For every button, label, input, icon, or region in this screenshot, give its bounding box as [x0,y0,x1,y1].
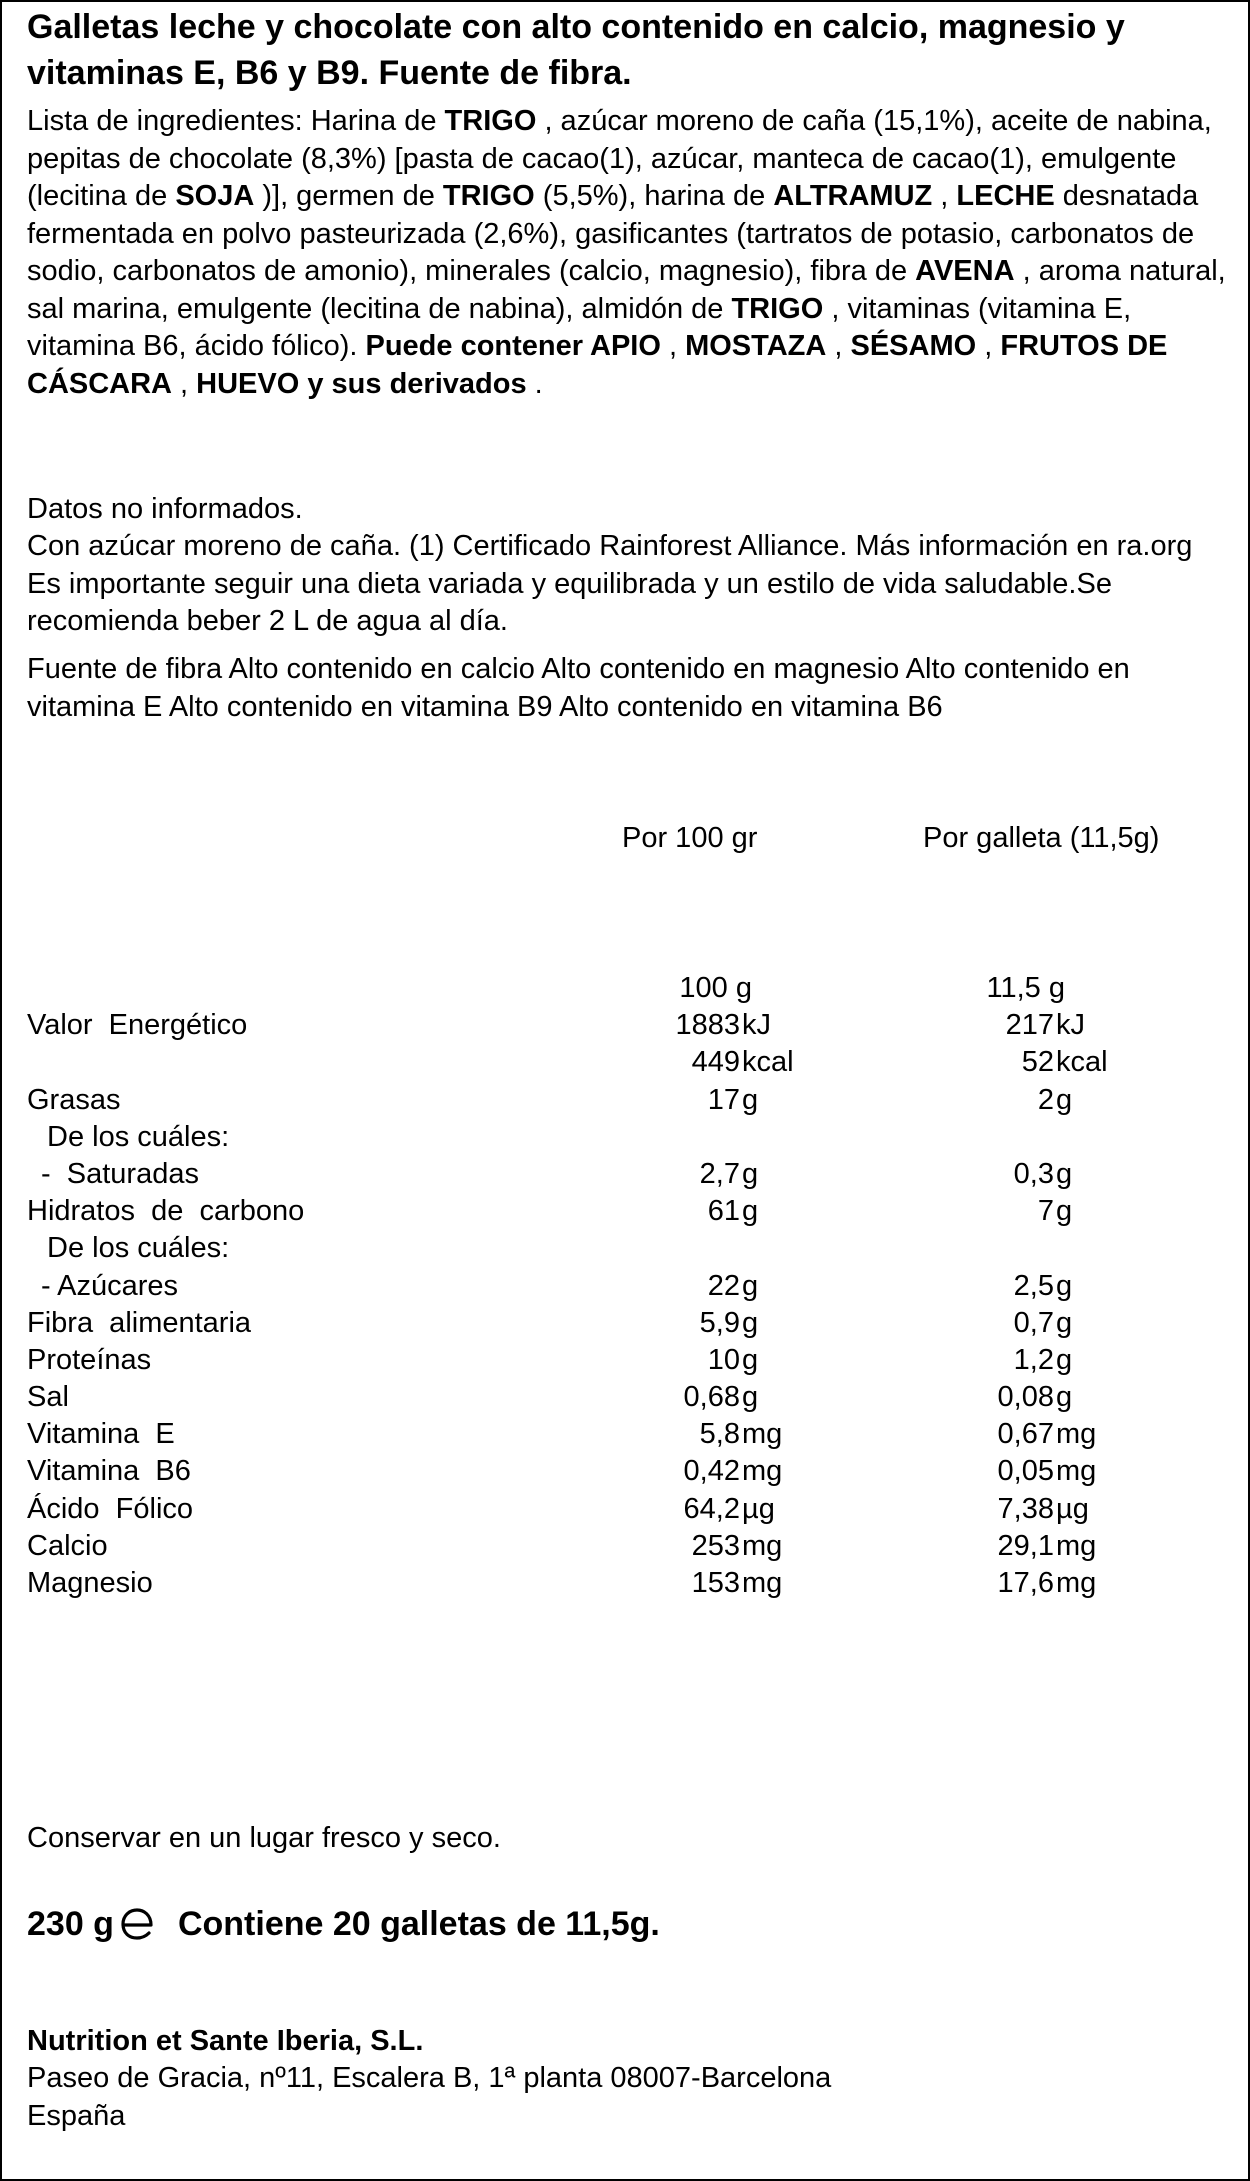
per-100g-unit: g [742,1157,759,1190]
per-cookie-value: 2 [1037,1083,1054,1116]
nutrition-row [2,1007,1248,1044]
ingredient-text: )], germen de [254,180,443,212]
per-cookie-value: 7,38 [997,1492,1054,1525]
per-100g-unit: mg [742,1567,783,1599]
per-100g-unit: mg [742,1455,783,1488]
nutrient-label: Hidratos de carbono [27,1195,305,1228]
ingredient-allergen: TRIGO [731,292,824,325]
sugar-certification-note: Con azúcar moreno de caña. (1) Certificado Rainforest Alliance. Más información en ra.org Es importante seguir una dieta variada y equilibrada y un estilo de vida saludable.Se recomienda beber 2 L de agua al día. [27,530,1193,637]
per-cookie-value: 0,7 [1013,1306,1054,1339]
per-cookie-unit: mg [1056,1455,1097,1488]
ingredient-allergen: FRUTOS DE CÁSCARA [27,330,1168,400]
nutrition-row [2,1565,1248,1602]
net-weight: 230 g [27,1905,114,1943]
ingredient-allergen: ALTRAMUZ [773,180,933,212]
per-100g-unit: kcal [742,1046,794,1079]
company-address [27,2060,831,2135]
nutrition-row [2,1305,1248,1342]
ingredient-allergen: TRIGO [442,180,535,212]
per-100g-value: 0,68 [683,1381,740,1414]
data-not-informed-note: Datos no informados. [27,493,303,525]
ingredient-allergen: AVENA [915,255,1015,287]
per-100g-value: 253 [691,1529,740,1562]
ingredient-text: . [526,367,543,400]
per-cookie-unit: g [1056,1381,1073,1414]
nutrient-label: Valor Energético [27,1009,248,1042]
estimated-sign-icon [118,1907,156,1941]
ingredient-text: , [172,367,197,400]
per-cookie-value: 7 [1037,1195,1054,1228]
per-cookie-unit: g [1056,1343,1073,1376]
per-100g-unit: g [742,1306,759,1339]
per-100g-unit: mg [742,1529,783,1562]
nutrition-row [2,1491,1248,1528]
ingredient-text: , [826,330,851,362]
product-title: Galletas leche y chocolate con alto contenido en calcio, magnesio y vitaminas E, B6 y B9. Fuente de fibra. [27,8,1125,92]
nutrition-claims: Fuente de fibra Alto contenido en calcio Alto contenido en magnesio Alto contenido en vitamina E Alto contenido en vitamina B9 Alto contenido en vitamina B6 [27,653,1130,723]
per-cookie-value: 29,1 [997,1529,1054,1562]
per-cookie-unit: mg [1056,1567,1097,1599]
per-100g-value: 2,7 [699,1157,740,1190]
per-cookie-value: 217 [1005,1009,1054,1042]
per-100g-unit: µg [742,1492,775,1525]
nutrition-row [2,1193,1248,1230]
per-cookie-unit: mg [1056,1529,1097,1562]
per-100g-unit: mg [742,1418,783,1451]
per-cookie-value: 0,3 [1013,1157,1054,1190]
per-100g-value: 17 [707,1083,740,1116]
content-count: Contiene 20 galletas de 11,5g. [177,1905,660,1943]
per-cookie-value: 2,5 [1013,1269,1054,1302]
per-100g-value: 0,42 [683,1455,740,1488]
nutrient-label: Grasas [27,1083,121,1116]
nutrition-row [2,1379,1248,1416]
ingredient-allergen: TRIGO [444,105,537,137]
ingredient-text: , vitaminas (vitamina E, vitamina B6, ácido fólico). [27,292,1132,362]
per-100g-unit: g [742,1083,759,1116]
per-100g-unit: g [742,1381,759,1414]
ingredient-allergen: LECHE [956,180,1055,212]
ingredient-allergen: HUEVO y sus derivados [196,367,527,400]
per-cookie-unit: kcal [1056,1046,1108,1079]
nutrient-label: Proteínas [27,1343,152,1376]
ingredient-text: (5,5%), harina de [534,180,774,212]
nutrition-table [2,970,1248,1602]
nutrient-label: De los cuáles: [47,1232,230,1265]
nutrition-row [2,1528,1248,1565]
ingredient-allergen: Puede contener APIO [365,330,661,362]
per-cookie-value: 0,08 [997,1381,1054,1414]
per-cookie-unit: g [1056,1269,1073,1302]
per-100g-value: 5,9 [699,1306,740,1339]
ingredient-allergen: MOSTAZA [685,330,827,362]
nutrient-label: Sal [27,1381,69,1414]
nutrition-row [2,1453,1248,1490]
per-cookie-unit: mg [1056,1418,1097,1451]
nutrient-label: Vitamina E [27,1418,175,1451]
nutrition-row [2,970,1248,1007]
nutrition-row [2,1044,1248,1081]
nutrition-row [2,1230,1248,1267]
per-cookie-unit: g [1056,1157,1073,1190]
ingredient-text: , aroma natural, sal marina, emulgente (lecitina de nabina), almidón de [27,255,1226,325]
ingredient-text: , [976,330,1001,362]
nutrition-row [2,1342,1248,1379]
ingredient-text: , [932,180,957,212]
per-cookie-value: 11,5 g [986,972,1065,1004]
nutrition-row [2,1119,1248,1156]
nutrition-row [2,1416,1248,1453]
per-100g-unit: g [742,1343,759,1376]
per-cookie-unit: kJ [1056,1009,1085,1042]
nutrient-label: Vitamina B6 [27,1455,191,1488]
per-100g-value: 61 [707,1195,740,1228]
nutrient-label: - Azúcares [41,1269,178,1302]
ingredient-text: , [660,330,686,362]
nutrient-label: - Saturadas [41,1157,199,1190]
per-cookie-value: 17,6 [997,1567,1054,1599]
per-100g-value: 10 [707,1343,740,1376]
per-cookie-unit: g [1056,1083,1073,1116]
nutrient-label: Fibra alimentaria [27,1306,252,1339]
per-cookie-value: 1,2 [1013,1343,1054,1376]
per-cookie-unit: g [1056,1306,1073,1339]
per-100g-value: 1883 [675,1009,740,1042]
per-cookie-unit: µg [1056,1492,1089,1525]
per-100g-unit: kJ [742,1009,771,1042]
nutrient-label: Magnesio [27,1567,153,1599]
ingredient-allergen: SOJA [175,180,255,212]
ingredient-text: desnatada fermentada en polvo pasteurizada (2,6%), gasificantes (tartratos de potasio, carbonatos de sodio, carbonatos de amonio), minerales (calcio, magnesio), fibra de [27,180,1199,287]
nutrient-label: Calcio [27,1529,108,1562]
per-100g-value: 100 g [679,972,752,1004]
nutrition-row [2,1268,1248,1305]
per-100g-value: 449 [691,1046,740,1079]
per-cookie-value: 0,67 [997,1418,1054,1451]
per-cookie-unit: g [1056,1195,1073,1228]
per-100g-value: 64,2 [683,1492,740,1525]
storage-instructions: Conservar en un lugar fresco y seco. [27,1822,501,1854]
nutrition-row [2,1156,1248,1193]
nutrition-header-per-100g: Por 100 gr [622,822,758,854]
address-line-street: Paseo de Gracia, nº11, Escalera B, 1ª planta 08007-Barcelona [27,2062,832,2094]
per-cookie-value: 0,05 [997,1455,1054,1488]
ingredient-text: Lista de ingredientes: Harina de [27,105,445,137]
nutrition-row [2,1082,1248,1119]
net-weight-line [27,1902,660,1946]
per-100g-value: 5,8 [699,1418,740,1451]
ingredient-text: , azúcar moreno de caña (15,1%), aceite de nabina, pepitas de chocolate (8,3%) [pasta de cacao(1), azúcar, manteca de cacao(1), emulgente (lecitina de [27,105,1212,212]
per-100g-value: 22 [707,1269,740,1302]
per-100g-unit: g [742,1195,759,1228]
nutrition-header-per-cookie: Por galleta (11,5g) [923,822,1160,854]
nutrient-label: De los cuáles: [47,1120,230,1153]
nutrient-label: Ácido Fólico [27,1492,194,1525]
ingredients-list [27,103,1227,403]
per-100g-unit: g [742,1269,759,1302]
company-name: Nutrition et Sante Iberia, S.L. [27,2025,424,2057]
address-line-country: España [27,2099,126,2132]
ingredient-allergen: SÉSAMO [850,330,977,362]
per-100g-value: 153 [691,1567,740,1599]
per-cookie-value: 52 [1021,1046,1054,1079]
